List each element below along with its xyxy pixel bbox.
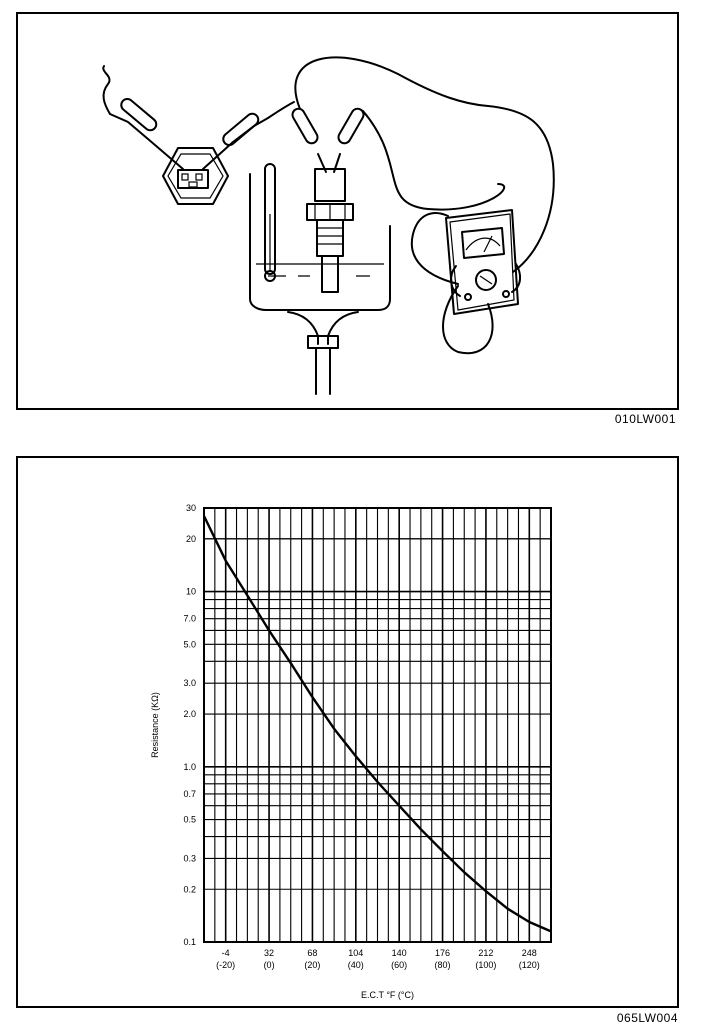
data-point: [399, 805, 400, 806]
y-tick-label: 2.0: [183, 709, 196, 720]
y-tick-label: 0.1: [183, 937, 196, 947]
figure-id-bottom: 065LW004: [616, 1011, 678, 1025]
data-point: [529, 921, 530, 922]
x-tick-label-celsius: (120): [518, 960, 540, 970]
y-tick-label: 0.2: [183, 884, 196, 895]
x-tick-label: 68: [307, 948, 318, 958]
y-tick-label: 0.3: [183, 853, 196, 864]
y-tick-label: 3.0: [183, 678, 196, 689]
data-point: [225, 560, 226, 561]
x-tick-label-celsius: (100): [475, 960, 497, 970]
y-tick-label: 30: [185, 503, 196, 513]
x-tick-label: -4: [221, 948, 230, 958]
data-point: [290, 663, 291, 664]
y-tick-label: 20: [185, 533, 196, 544]
ohmmeter: [446, 210, 520, 314]
figure-id-top: 010LW001: [614, 412, 676, 426]
x-tick-label-celsius: (80): [434, 960, 451, 970]
lead-wire-1: [295, 57, 553, 272]
data-point: [268, 630, 269, 631]
y-tick-label: 10: [185, 586, 196, 597]
x-tick-label: 104: [348, 948, 364, 958]
lead-wire-3: [443, 286, 493, 353]
data-point: [312, 696, 313, 697]
data-point: [485, 891, 486, 892]
y-tick-label: 1.0: [183, 761, 196, 772]
data-point: [507, 908, 508, 909]
x-tick-label: 140: [391, 948, 407, 958]
x-tick-label-celsius: (0): [263, 960, 275, 970]
x-tick-label-celsius: (40): [347, 960, 364, 970]
water-bath: [250, 174, 390, 394]
data-point: [247, 595, 248, 596]
x-tick-label-celsius: (-20): [216, 960, 236, 970]
data-point: [355, 756, 356, 757]
x-tick-label: 32: [264, 948, 275, 958]
y-tick-label: 0.7: [183, 788, 196, 799]
y-tick-label: 7.0: [183, 613, 196, 624]
test-setup-panel: [16, 12, 679, 410]
data-point: [442, 851, 443, 852]
lead-wire-2: [363, 111, 504, 284]
chart-grid: [204, 508, 551, 942]
x-axis-title: E.C.T °F (°C): [360, 990, 415, 1000]
y-tick-label: 5.0: [183, 639, 196, 650]
data-point: [550, 931, 551, 932]
x-tick-label-celsius: (60): [391, 960, 408, 970]
resistance-chart-panel: [16, 456, 679, 1008]
x-tick-label: 212: [478, 948, 494, 958]
resistance-chart: [18, 458, 681, 1010]
data-point: [464, 872, 465, 873]
data-point: [203, 515, 204, 516]
test-setup-illustration: [18, 14, 681, 412]
x-tick-label: 176: [435, 948, 451, 958]
data-point: [377, 781, 378, 782]
x-tick-label: 248: [521, 948, 537, 958]
data-point: [420, 829, 421, 830]
y-tick-label: 0.5: [183, 814, 196, 825]
data-point: [334, 728, 335, 729]
y-axis-title: Resistance (KΩ): [150, 692, 160, 758]
x-tick-label-celsius: (20): [304, 960, 321, 970]
